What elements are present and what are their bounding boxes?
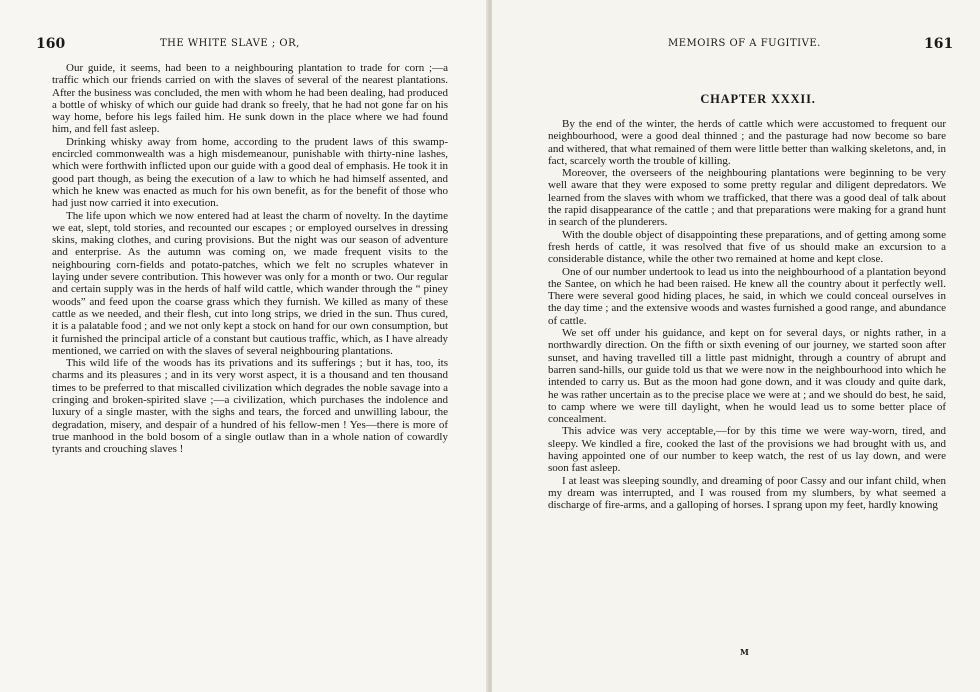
right-paragraph-4: One of our number undertook to lead us into the neighbourhood of a plantation beyond the Santee, on which he had been raised. He knew all the country about it perfectly well. There were several good hiding places, he said, in which we could conceal ourselves in the day time ; and the extensive woods and wastes furnished a good range, and abundance of cattle.: [548, 265, 946, 327]
left-paragraph-2: Drinking whisky away from home, according to the prudent laws of this swamp-encircled commonwealth was a high misdemeanour, punishable with thirty-nine lashes, which were forthwith inflicted upon our guide with a good deal of emphasis. He took it in good part though, as being the execution of a law to which he had himself assented, and which he knew was enacted as much for his own benefit, as for the benefit of those who had just now carried it into execution.: [52, 135, 448, 210]
right-paragraph-5: We set off under his guidance, and kept on for several days, or nights rather, in a northwardly direction. On the fifth or sixth evening of our journey, we started soon after sunset, and having travelled till a little past midnight, through a country of abrupt and barren sand-hills, our guide told us that we were now in the neighbourhood into which he intended to carry us. But as the moon had gone down, and it was cloudy and quite dark, he was rather uncertain as to the precise place we were at ; and we should do best, he said, to camp where we were till daylight, when he would lead us to some better place of concealment.: [548, 327, 946, 426]
right-page: [492, 0, 980, 692]
right-paragraph-1: By the end of the winter, the herds of cattle which were accustomed to frequent our neighbourhood, were a good deal thinned ; and the pasturage had now become so bare and withered, that what remained of them were little better than walking skeletons, and, in fact, scarcely worth the trouble of killing.: [548, 118, 946, 167]
right-page-number: 161: [924, 36, 954, 52]
left-paragraph-4: This wild life of the woods has its privations and its sufferings ; but it has, too, its charms and its pleasures ; and in its very worst aspect, it is a thousand and ten thousand times to be preferred to that miscalled civilization which degrades the noble savage into a cringing and broken-spirited slave ;—a civilization, which purchases the indolence and luxury of a single master, with the sighs and tears, the forced and unwilling labour, the degradation, misery, and despair of a hundred of his fellow-men ! Yes—there is more of true manhood in the bold bosom of a single outlaw than in a whole nation of cowardly tyrants and crouching slaves !: [52, 357, 448, 456]
right-running-title: MEMOIRS OF A FUGITIVE.: [668, 38, 821, 49]
right-paragraph-2: Moreover, the overseers of the neighbouring plantations were beginning to be very well aware that they were exposed to some pretty regular and diligent depredators. We learned from the slaves with whom we trafficked, that there was a good deal of talk about the rapid disappearance of the cattle ; and that preparations were making for a grand hunt in search of the plunderers.: [548, 167, 946, 229]
right-body-text: [548, 118, 946, 512]
signature-mark: M: [740, 647, 749, 657]
right-paragraph-7: I at least was sleeping soundly, and dreaming of poor Cassy and our infant child, when my dream was interrupted, and I was roused from my slumbers, by what seemed a discharge of fire-arms, and a galloping of horses. I sprang upon my feet, hardly knowing: [548, 474, 946, 512]
right-paragraph-6: This advice was very acceptable,—for by this time we were way-worn, tired, and sleepy. We kindled a fire, cooked the last of the provisions we had brought with us, and having appointed one of our number to keep watch, the rest of us lay down, and were soon fast asleep.: [548, 425, 946, 475]
left-body-text: [52, 62, 448, 456]
left-paragraph-1: Our guide, it seems, had been to a neighbouring plantation to trade for corn ;—a traffic which our friends carried on with the slaves of several of the nearest plantations. After the business was concluded, the men with whom he had been dealing, had produced a bottle of whisky of which our guide had drank so freely, that he had not gone far on his way home, before his legs failed him. He sunk down in the place where we had found him, and fell fast asleep.: [52, 62, 448, 136]
left-page-number: 160: [36, 36, 66, 52]
left-running-title: THE WHITE SLAVE ; OR,: [160, 38, 300, 49]
left-paragraph-3: The life upon which we now entered had at least the charm of novelty. In the daytime we eat, slept, told stories, and recounted our escapes ; or employed ourselves in dressing skins, making clothes, and curing provisions. But the night was our season of adventure and enterprise. As the autumn was coming on, we made frequent visits to the neighbouring corn-fields and potato-patches, which we felt no scruples whatever in laying under severe contribution. This however was only for a month or two. Our regular and certain supply was in the herds of half wild cattle, which wander through the “ piney woods” and feed upon the coarse grass which they furnish. We killed as many of these cattle as we needed, and their flesh, cut into long strips, we dried in the sun. Thus cured, it is a palatable food ; and we not only kept a stock on hand for our own consumption, but it furnished the principal article of a constant but cautious traffic, which, as I have already mentioned, we carried on with the slaves of several neighbouring plantations.: [52, 209, 448, 357]
chapter-heading: CHAPTER XXXII.: [700, 92, 816, 106]
right-paragraph-3: With the double object of disappointing these preparations, and of getting among some fresh herds of cattle, it was resolved that five of us should make an excursion to a considerable distance, while the other two remained at home and kept close.: [548, 228, 946, 266]
left-page: [0, 0, 488, 692]
